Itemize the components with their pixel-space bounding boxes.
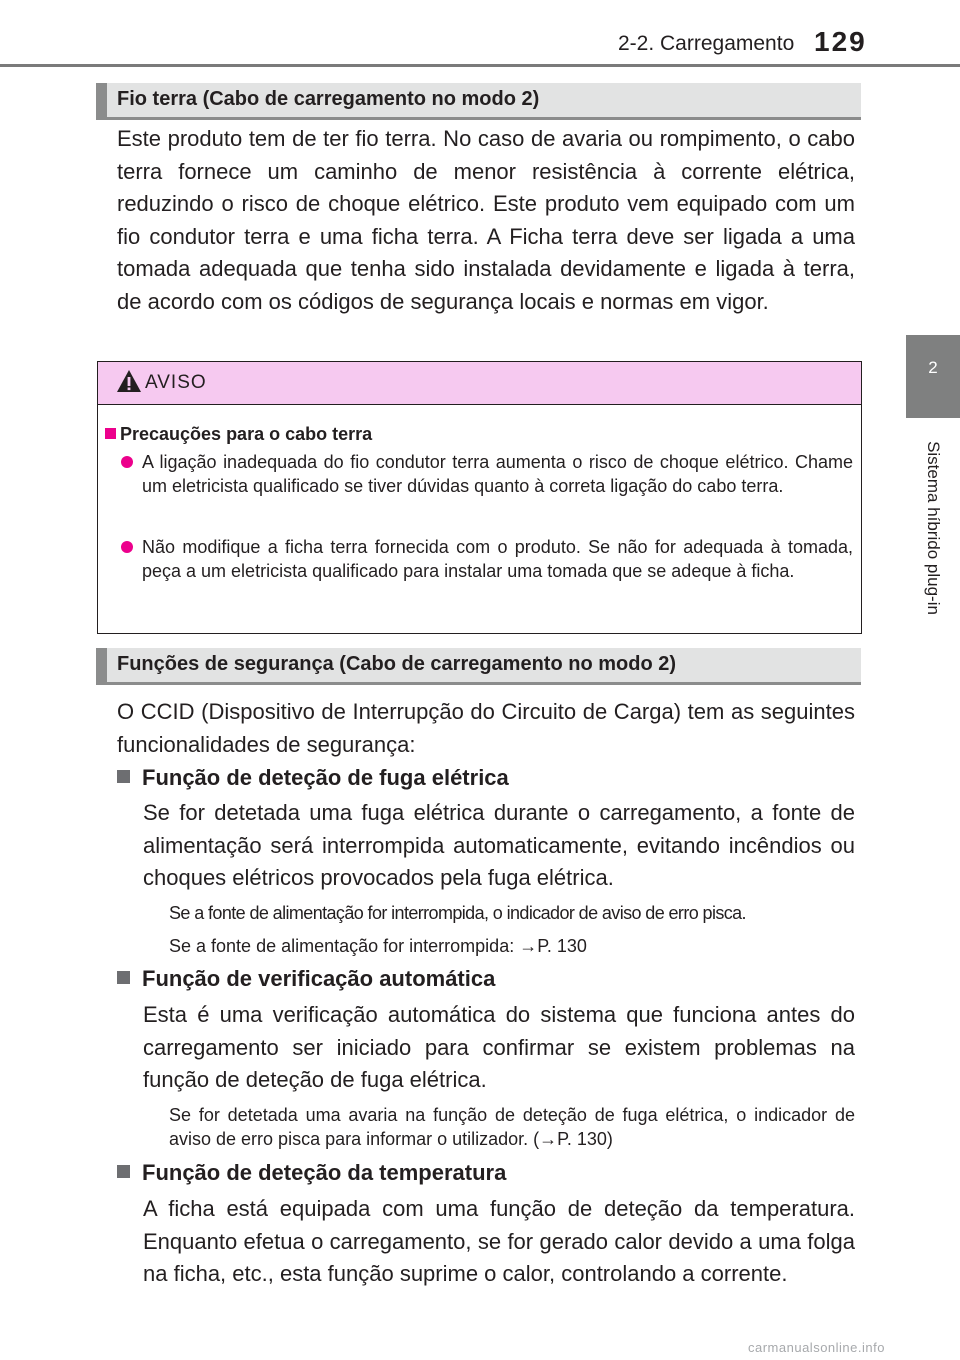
warning-header [98, 362, 861, 405]
feature-note: Se a fonte de alimentação for interrompida: →P. 130 [169, 936, 587, 956]
section-header-ground-wire: Fio terra (Cabo de carregamento no modo 2) [96, 83, 861, 120]
feature-heading [117, 966, 495, 992]
feature-heading-text: Função de deteção de fuga elétrica [142, 765, 509, 790]
square-bullet-icon [117, 770, 130, 783]
warning-item [123, 451, 853, 498]
feature-body: A ficha está equipada com uma função de deteção da temperatura. Enquanto efetua o carregamento, se for gerado calor devido a uma folga na ficha, etc., esta função suprime o calor, controlando a corrente. [143, 1196, 855, 1286]
circle-bullet-icon [121, 456, 133, 468]
feature-heading [117, 1160, 506, 1186]
warning-triangle-icon [116, 369, 142, 398]
feature-note: Se a fonte de alimentação for interrompida, o indicador de aviso de erro pisca. [169, 903, 746, 923]
warning-item [123, 536, 853, 583]
page-number: 129 [814, 26, 867, 57]
header-rule [0, 64, 960, 67]
section-heading: 2-2. Carregamento [618, 32, 795, 55]
watermark: carmanualsonline.info [748, 1340, 885, 1355]
chapter-label: Sistema híbrido plug-in [924, 441, 943, 615]
circle-bullet-icon [121, 541, 133, 553]
warning-item-text: Não modifique a ficha terra fornecida com o produto. Se não for adequada à tomada, peça a um eletricista qualificado para instalar uma tomada que se adeque à ficha. [142, 537, 853, 581]
section-header-safety-functions: Funções de segurança (Cabo de carregamento no modo 2) [96, 648, 861, 685]
warning-item-text: A ligação inadequada do fio condutor terra aumenta o risco de choque elétrico. Chame um eletricista qualificado se tiver dúvidas quanto à correta ligação do cabo terra. [142, 452, 853, 496]
feature-heading-text: Função de verificação automática [142, 966, 496, 991]
ground-wire-paragraph: Este produto tem de ter fio terra. No caso de avaria ou rompimento, o cabo terra fornece um caminho de menor resistência à corrente elétrica, reduzindo o risco de choque elétrico. Este produto vem equipado com um fio condutor terra e uma ficha terra. A Ficha terra deve ser ligada a uma tomada adequada que tenha sido instalada devidamente e ligada à terra, de acordo com os códigos de segurança locais e normas em vigor. [117, 126, 855, 314]
chapter-label-wrap [906, 418, 960, 638]
feature-note: Se for detetada uma avaria na função de deteção de fuga elétrica, o indicador de aviso de erro pisca para informar o utilizador. (→P. 130) [169, 1105, 855, 1149]
warning-subtitle [105, 424, 372, 445]
feature-heading-text: Função de deteção da temperatura [142, 1160, 507, 1185]
chapter-number: 2 [928, 358, 938, 377]
square-bullet-icon [117, 971, 130, 984]
square-bullet-icon [117, 1165, 130, 1178]
feature-body: Esta é uma verificação automática do sistema que funciona antes do carregamento ser iniciado para confirmar se existem problemas na função de deteção de fuga elétrica. [143, 1002, 855, 1092]
square-bullet-icon [105, 428, 116, 439]
warning-subtitle-text: Precauções para o cabo terra [120, 424, 373, 444]
feature-heading [117, 765, 509, 791]
warning-box [97, 361, 862, 634]
warning-title: AVISO [145, 372, 207, 393]
safety-intro-paragraph: O CCID (Dispositivo de Interrupção do Circuito de Carga) tem as seguintes funcionalidades de segurança: [117, 699, 855, 757]
feature-body: Se for detetada uma fuga elétrica durante o carregamento, a fonte de alimentação será interrompida automaticamente, evitando incêndios ou choques elétricos provocados pela fuga elétrica. [143, 800, 855, 890]
